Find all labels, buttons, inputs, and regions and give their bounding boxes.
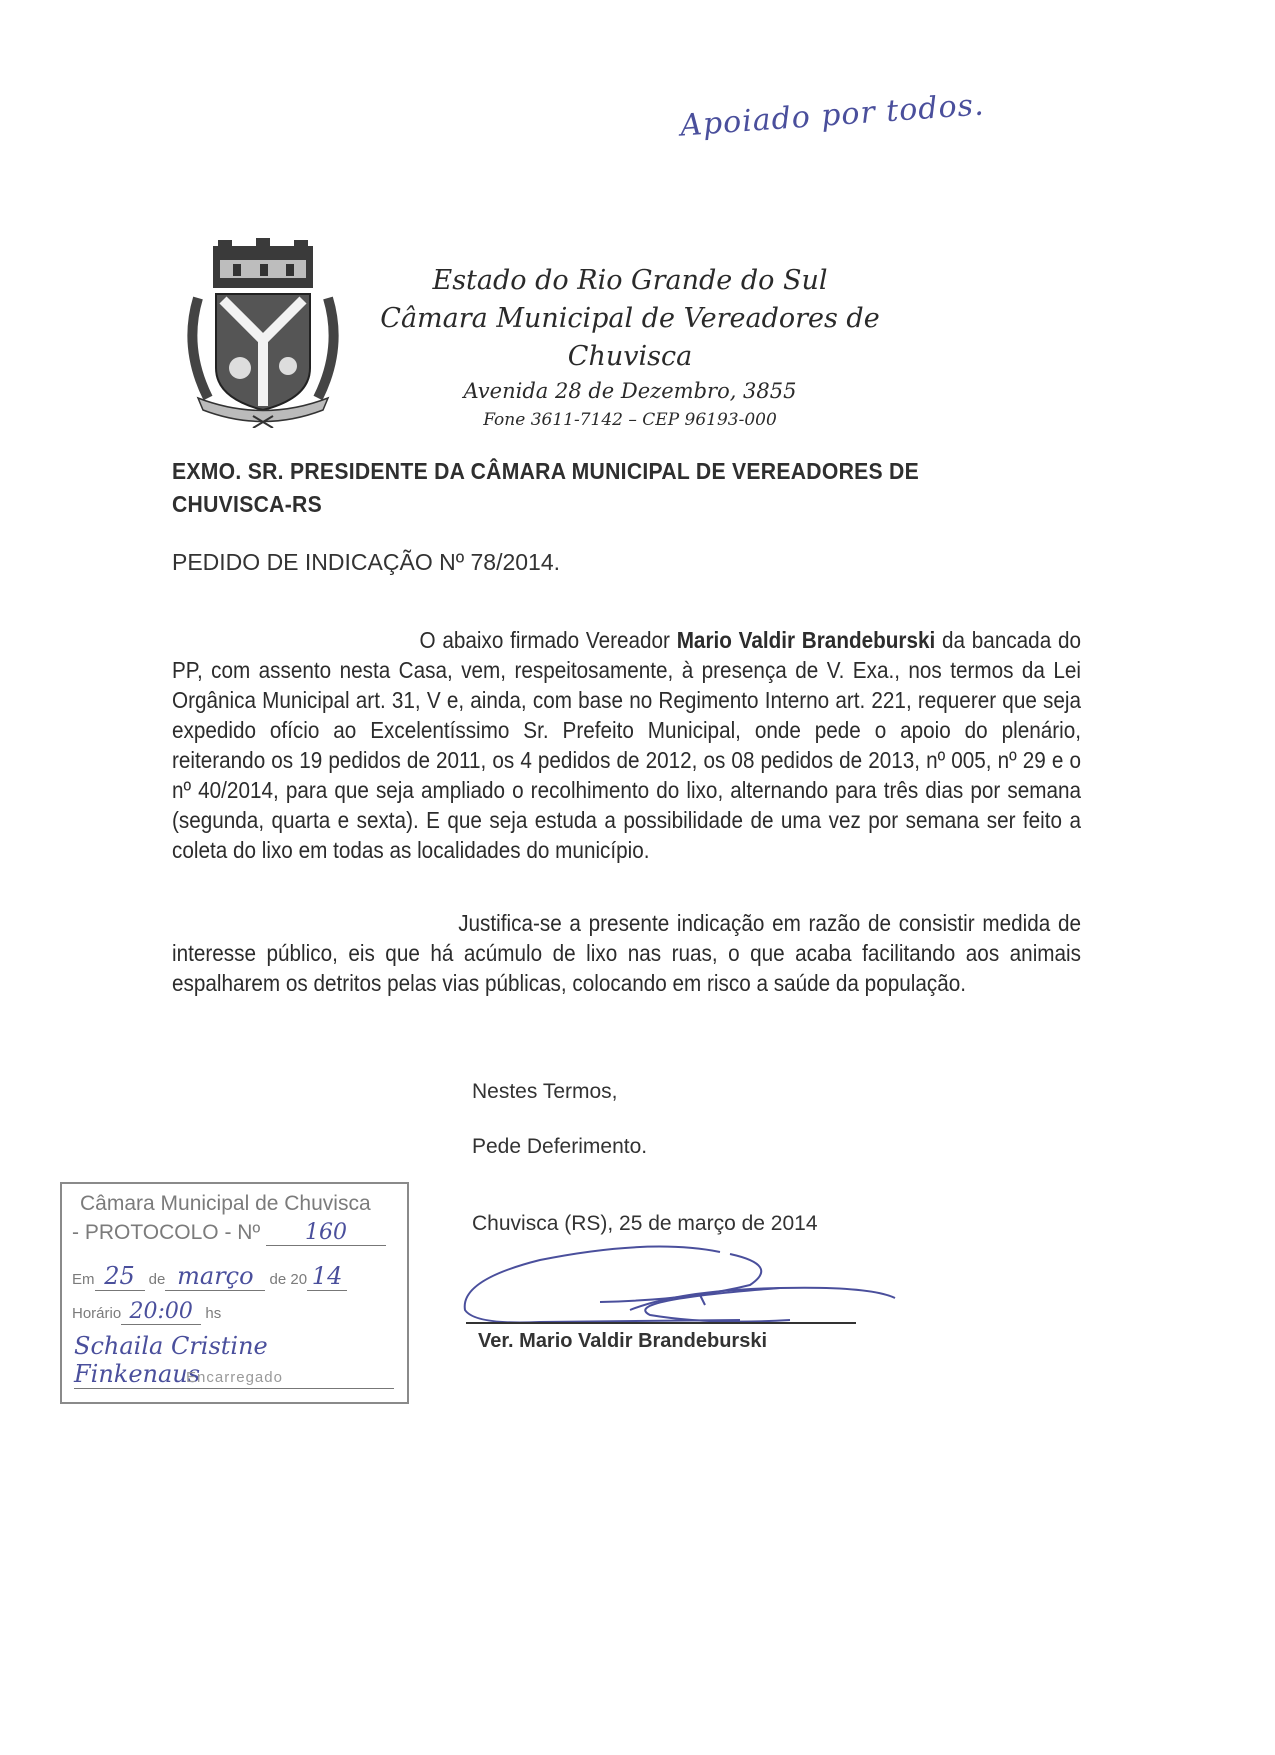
closing-line-1: Nestes Termos,	[472, 1080, 618, 1103]
coat-of-arms-icon	[178, 238, 348, 428]
stamp-signature: Schaila Cristine Finkenaus	[74, 1332, 394, 1389]
signer-name: Ver. Mario Valdir Brandeburski	[478, 1330, 768, 1352]
place-and-date: Chuvisca (RS), 25 de março de 2014	[472, 1212, 818, 1235]
stamp-time-row	[72, 1299, 221, 1325]
councilor-name: Mario Valdir Brandeburski	[676, 627, 936, 653]
handwritten-annotation: Apoiado por todos.	[679, 87, 986, 144]
body-paragraph-1	[172, 625, 1081, 865]
stamp-date-row	[72, 1262, 347, 1291]
protocol-stamp	[60, 1182, 409, 1404]
letterhead-state: Estado do Rio Grande do Sul	[432, 265, 828, 296]
addressee: EXMO. SR. PRESIDENTE DA CÂMARA MUNICIPAL DE VEREADORES DE CHUVISCA-RS	[172, 458, 920, 517]
stamp-day: 25	[95, 1262, 145, 1291]
stamp-protocol-number: 160	[266, 1220, 386, 1246]
stamp-time: 20:00	[121, 1299, 201, 1325]
stamp-year: 14	[307, 1262, 347, 1291]
letterhead-institution: Câmara Municipal de Vereadores de Chuvisca	[380, 303, 880, 372]
closing-line-2: Pede Deferimento.	[472, 1135, 648, 1158]
stamp-protocol-row	[72, 1220, 386, 1246]
stamp-time-label: Horário	[72, 1305, 122, 1322]
stamp-de-1: de	[148, 1271, 166, 1288]
subject-line: PEDIDO DE INDICAÇÃO Nº 78/2014.	[172, 549, 561, 575]
stamp-time-suffix: hs	[205, 1305, 222, 1322]
stamp-title: Câmara Municipal de Chuvisca	[80, 1192, 371, 1215]
stamp-date-prefix: Em	[72, 1271, 95, 1288]
para1-intro: O abaixo firmado Vereador	[419, 627, 677, 653]
body-paragraph-2	[172, 908, 1081, 998]
letterhead-contact: Fone 3611-7142 – CEP 96193-000	[483, 410, 777, 430]
letterhead	[360, 262, 900, 434]
stamp-de-2: de 20	[269, 1271, 308, 1288]
para1-rest: da bancada do PP, com assento nesta Casa, vem, respeitosamente, à presença de V. Exa., nos termos da Lei Orgânica Municipal art. 31, V e, ainda, com base no Regimento Interno art. 221, requerer que seja expedido ofício ao Excelentíssimo Sr. Prefeito Municipal, onde pede o apoio do plenário, reiterando os 19 pedidos de 2011, os 4 pedidos de 2012, os 08 pedidos de 2013, nº 005, nº 29 e o nº 40/2014, para que seja ampliado o recolhimento do lixo, alternando para três dias por semana (segunda, quarta e sexta). E que seja estuda a possibilidade de uma vez por semana ser feito a coleta do lixo em todas as localidades do município.	[172, 627, 1081, 863]
letterhead-address: Avenida 28 de Dezembro, 3855	[463, 379, 797, 403]
stamp-role: Encarregado	[186, 1369, 283, 1386]
signature-line	[466, 1322, 856, 1324]
para2-text: Justifica-se a presente indicação em razão de consistir medida de interesse público, eis que há acúmulo de lixo nas ruas, o que acaba facilitando aos animais espalharem os detritos pelas vias públicas, colocando em risco a saúde da população.	[172, 910, 1082, 996]
stamp-month: março	[165, 1262, 265, 1291]
stamp-protocol-label: - PROTOCOLO - Nº	[72, 1221, 261, 1244]
